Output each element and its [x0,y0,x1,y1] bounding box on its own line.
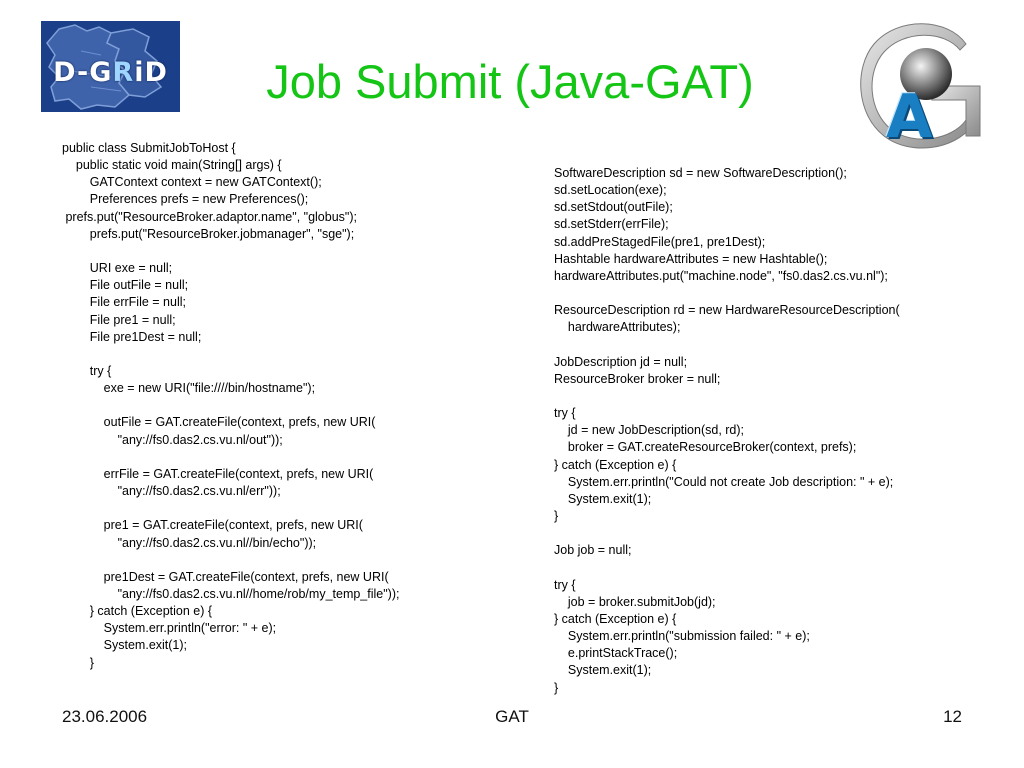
code-line: File pre1 = null; [62,312,176,327]
code-line [554,560,900,577]
code-line: } [554,680,559,695]
code-line [554,525,900,542]
code-line: outFile = GAT.createFile(context, prefs, new URI( [62,415,376,430]
code-line: job = broker.submitJob(jd); [554,594,716,609]
code-line: ResourceBroker broker = null; [554,371,721,386]
code-line: } catch (Exception e) { [62,604,213,619]
code-line: broker = GAT.createResourceBroker(context, prefs); [554,440,857,455]
code-line: File pre1Dest = null; [62,329,202,344]
code-line: URI exe = null; [62,261,173,276]
code-line: sd.setStdout(outFile); [554,200,673,215]
code-line: try { [62,364,112,378]
code-line: try { [554,406,576,421]
code-line: } catch (Exception e) { [554,611,677,626]
code-line: } catch (Exception e) { [554,457,677,472]
code-line: System.err.println("error: " + e); [62,621,277,636]
code-line: sd.setStderr(errFile); [554,217,669,232]
code-line: System.err.println("Could not create Job description: " + e); [554,474,894,489]
code-line [62,552,399,569]
code-line [554,337,900,354]
code-line: SoftwareDescription sd = new SoftwareDescription(); [554,166,847,180]
code-line: sd.addPreStagedFile(pre1, pre1Dest); [554,234,766,249]
code-line: jd = new JobDescription(sd, rd); [554,423,745,438]
code-line: } [554,509,559,524]
gat-logo [848,14,988,156]
dgrid-logo-text: D-GRiD [53,57,168,88]
code-line [62,449,399,466]
code-line [554,388,900,405]
code-line: } [62,655,94,670]
code-line: JobDescription jd = null; [554,354,688,369]
slide-title: Job Submit (Java-GAT) [266,55,754,108]
code-line: System.exit(1); [62,638,188,653]
footer-date: 23.06.2006 [62,707,148,726]
code-line: prefs.put("ResourceBroker.jobmanager", "sge"); [62,226,355,241]
code-line: hardwareAttributes); [554,320,681,335]
code-line: Hashtable hardwareAttributes = new Hashtable(); [554,251,828,266]
code-line: Job job = null; [554,543,632,558]
code-block-left [62,140,399,672]
code-line [62,346,399,363]
code-line: File errFile = null; [62,295,186,310]
code-line: hardwareAttributes.put("machine.node", "fs0.das2.cs.vu.nl"); [554,268,888,283]
code-line: System.exit(1); [554,663,652,678]
code-line: public class SubmitJobToHost { [62,141,236,155]
code-line: "any://fs0.das2.cs.vu.nl//bin/echo")); [62,535,317,550]
footer-center-label: GAT [495,707,529,726]
code-line: prefs.put("ResourceBroker.adaptor.name", "globus"); [62,209,357,224]
code-line: ResourceDescription rd = new HardwareResourceDescription( [554,303,900,318]
code-line: errFile = GAT.createFile(context, prefs, new URI( [62,466,374,481]
code-line: try { [554,577,576,592]
code-line: System.err.println("submission failed: " + e); [554,629,810,644]
code-line: pre1 = GAT.createFile(context, prefs, new URI( [62,518,363,533]
code-line: public static void main(String[] args) { [62,158,282,173]
code-line: File outFile = null; [62,278,189,293]
gat-logo-letter: A [886,82,933,152]
code-line: "any://fs0.das2.cs.vu.nl//home/rob/my_temp_file")); [62,586,400,601]
code-line: Preferences prefs = new Preferences(); [62,192,309,207]
page-number: 12 [943,707,962,726]
code-line: System.exit(1); [554,491,652,506]
code-line [554,285,900,302]
code-line: exe = new URI("file:////bin/hostname"); [62,381,316,396]
code-line: sd.setLocation(exe); [554,183,667,198]
code-line: "any://fs0.das2.cs.vu.nl/err")); [62,484,281,499]
code-line: GATContext context = new GATContext(); [62,175,322,190]
code-block-right [554,165,900,697]
code-line [62,500,399,517]
code-line [62,397,399,414]
code-line: e.printStackTrace(); [554,646,678,661]
code-line: pre1Dest = GAT.createFile(context, prefs, new URI( [62,569,389,584]
code-line: "any://fs0.das2.cs.vu.nl/out")); [62,432,283,447]
code-line [62,243,399,260]
dgrid-logo [41,21,180,112]
